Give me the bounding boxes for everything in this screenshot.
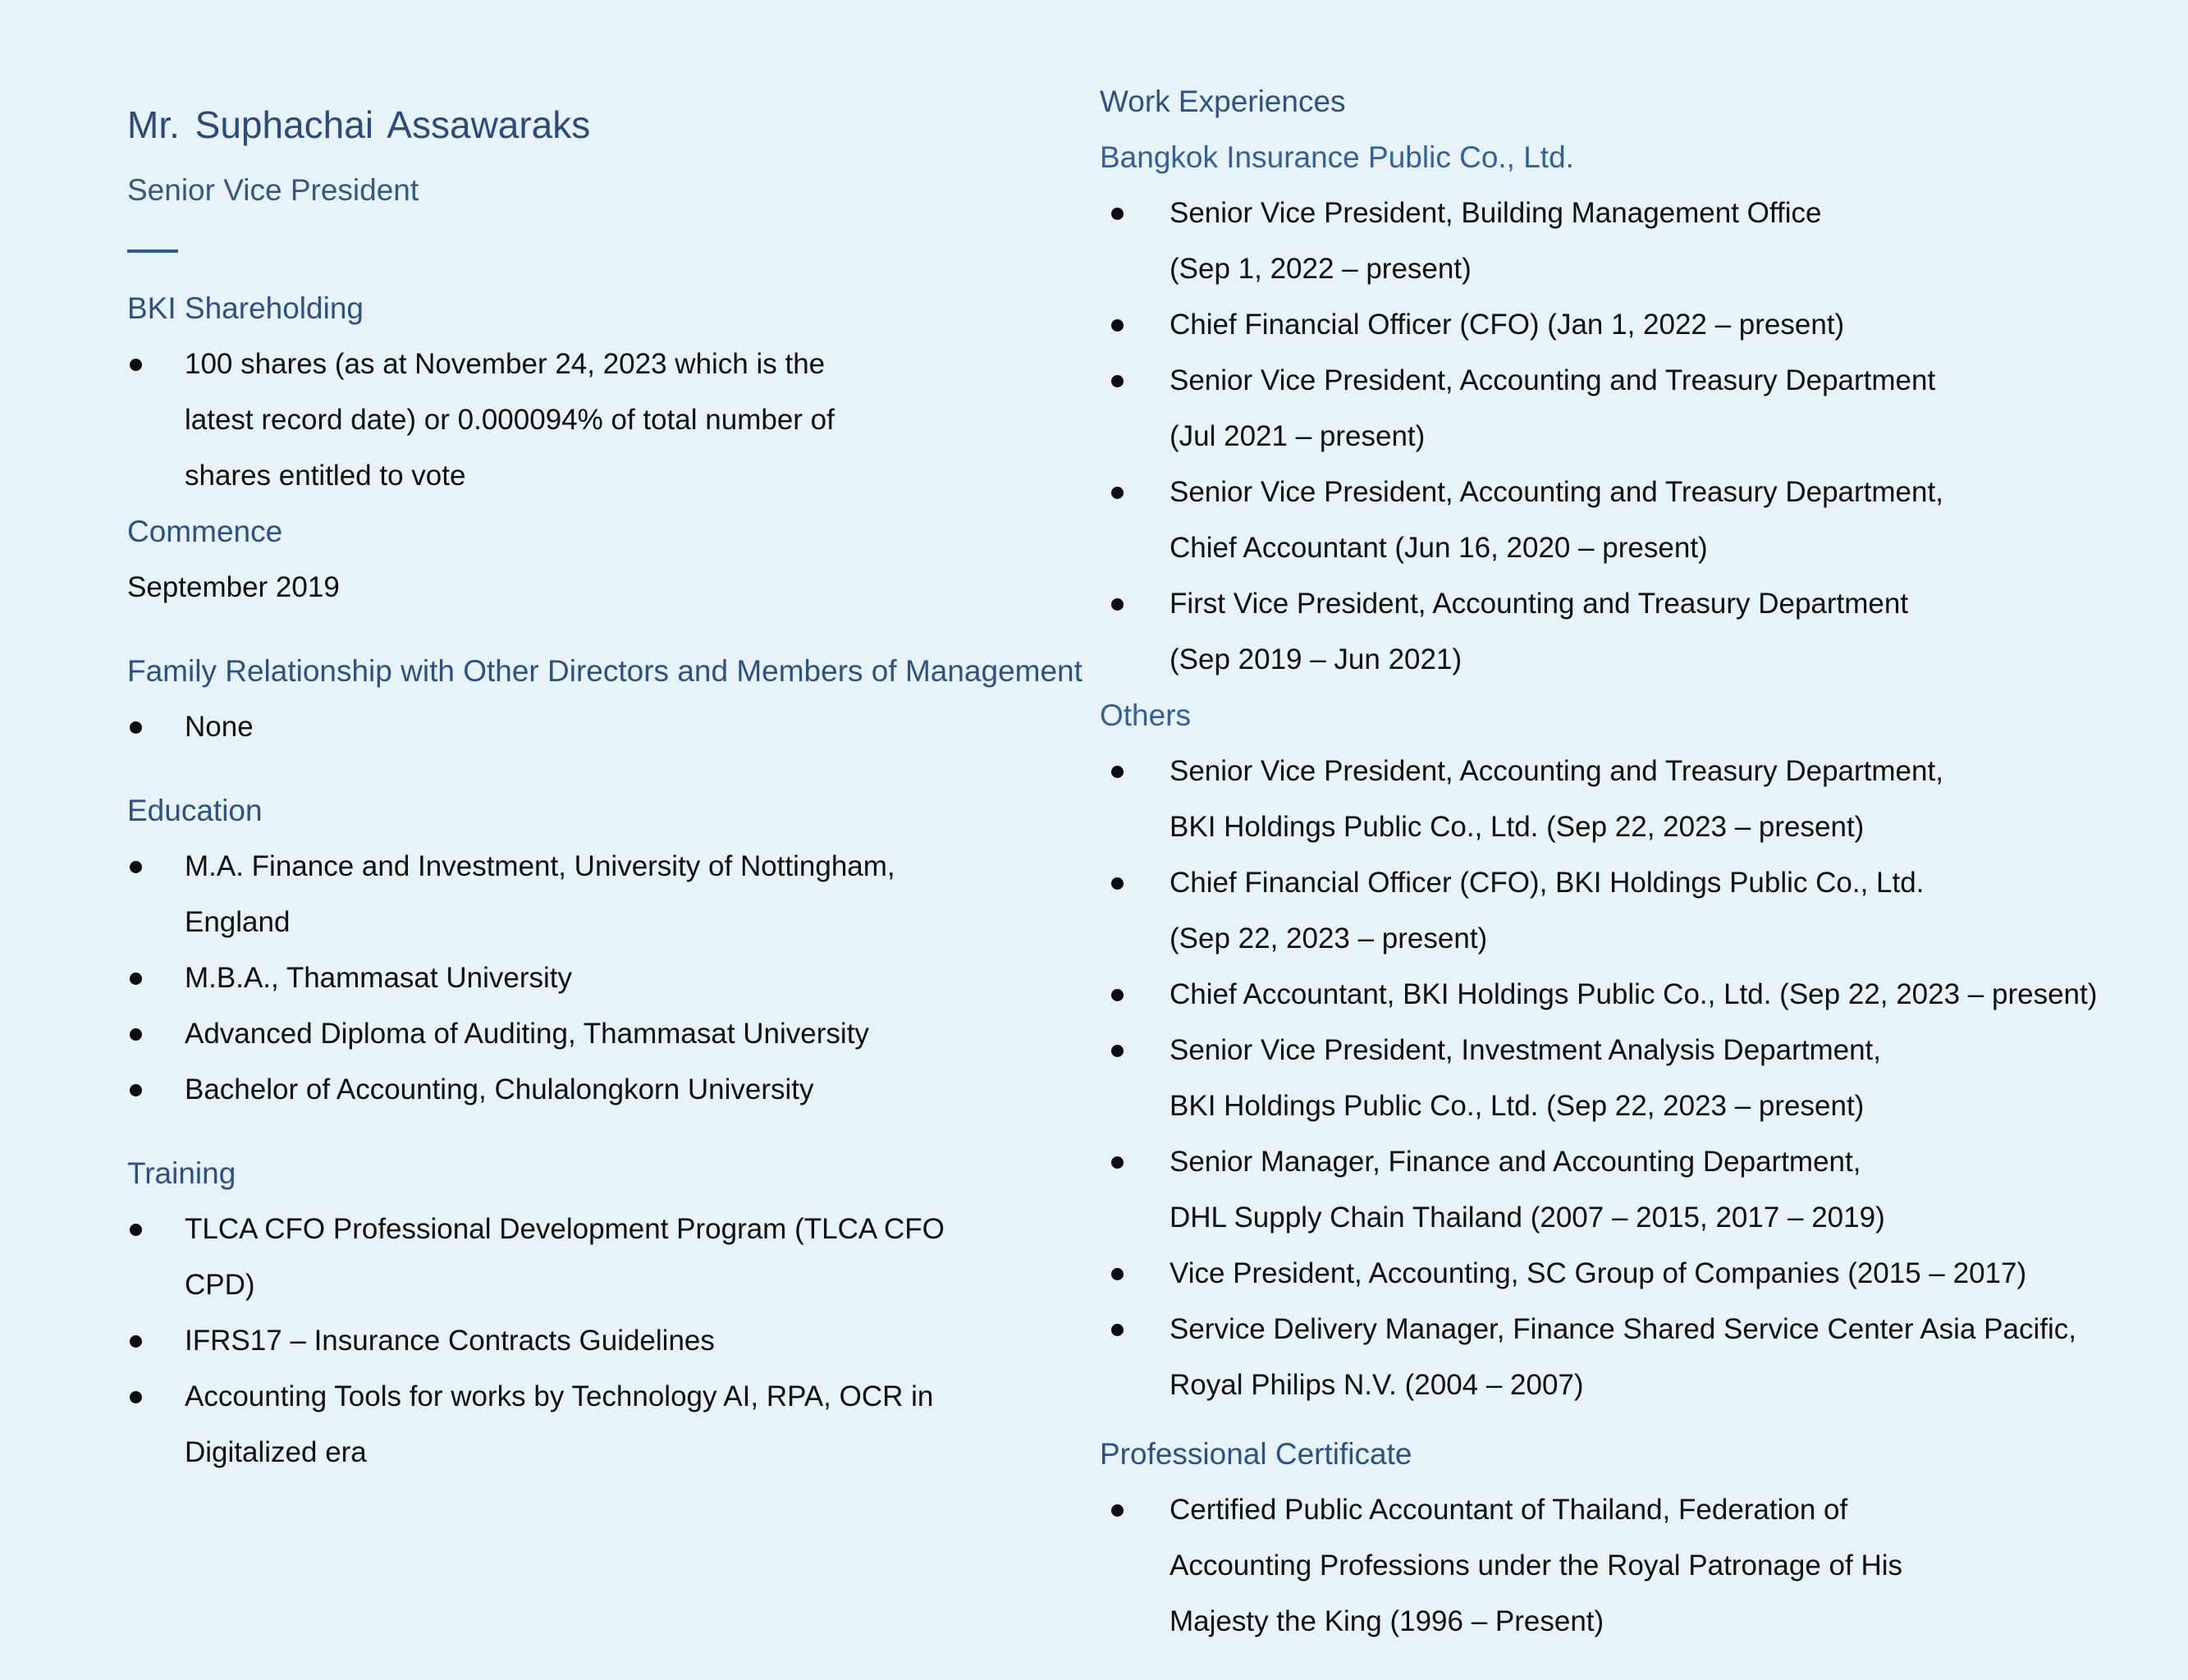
bullet-item xyxy=(127,336,1100,504)
bullet-dot xyxy=(1111,1045,1124,1057)
bullet-item xyxy=(1100,744,2175,855)
bullet-item xyxy=(1100,1302,2175,1413)
bullet-item xyxy=(1100,1482,2175,1650)
bullet-item xyxy=(1100,967,2175,1023)
bullet-item xyxy=(1100,465,2175,576)
item-text: Senior Vice President, Building Management Office (Sep 1, 2022 – present) xyxy=(1170,197,1822,285)
bullet-item xyxy=(1100,1023,2175,1134)
section-heading: Family Relationship with Other Directors and Members of Management xyxy=(127,654,1083,688)
left-sections xyxy=(127,281,1100,1481)
item-text: None xyxy=(185,711,254,743)
bullet-item xyxy=(127,699,1100,755)
text-item xyxy=(127,560,1100,616)
bullet-dot xyxy=(1111,989,1124,1001)
item-text: IFRS17 – Insurance Contracts Guidelines xyxy=(185,1325,715,1357)
bullet-item xyxy=(127,1062,1100,1118)
item-text: Senior Vice President, Accounting and Treasury Department, Chief Accountant (Jun 16, 2020 – present) xyxy=(1170,476,1943,564)
bullet-item xyxy=(1100,1246,2175,1302)
bullet-dot xyxy=(1111,375,1124,387)
bullet-dot xyxy=(130,861,142,873)
bullet-dot xyxy=(130,1335,142,1348)
item-text: M.B.A., Thammasat University xyxy=(185,962,572,994)
bullet-item xyxy=(127,1313,1100,1369)
bullet-dot xyxy=(1111,1324,1124,1336)
bullet-item xyxy=(127,950,1100,1006)
item-text: Senior Vice President, Accounting and Treasury Department (Jul 2021 – present) xyxy=(1170,364,1936,452)
right-column xyxy=(1100,74,2175,1650)
item-text: Bachelor of Accounting, Chulalongkorn University xyxy=(185,1073,814,1106)
section-heading: Education xyxy=(127,794,263,827)
bullet-item xyxy=(127,1202,1100,1313)
bullet-item xyxy=(1100,297,2175,353)
bullet-item xyxy=(1100,185,2175,297)
bullet-dot xyxy=(130,1028,142,1041)
left-column xyxy=(127,97,1100,1481)
bullet-item xyxy=(1100,353,2175,465)
bullet-dot xyxy=(1111,319,1124,332)
item-text: September 2019 xyxy=(127,571,340,603)
bullet-item xyxy=(127,839,1100,950)
item-text: Certified Public Accountant of Thailand, Federation of Accounting Professions under the Royal Patronage of His Majesty the King (1996 – Present) xyxy=(1170,1494,1903,1637)
bullet-dot xyxy=(1111,208,1124,220)
item-text: 100 shares (as at November 24, 2023 which is the latest record date) or 0.000094% of total number of shares entitled to vote xyxy=(185,348,835,492)
profile-name: Mr. Suphachai Assawaraks xyxy=(127,103,591,146)
bullet-dot xyxy=(130,1224,142,1236)
bullet-dot xyxy=(1111,877,1124,890)
bullet-item xyxy=(1100,855,2175,967)
item-text: Chief Accountant, BKI Holdings Public Co., Ltd. (Sep 22, 2023 – present) xyxy=(1170,978,2098,1010)
bullet-item xyxy=(1100,1134,2175,1246)
section-heading: Others xyxy=(1100,698,1192,732)
item-text: Chief Financial Officer (CFO) (Jan 1, 2022 – present) xyxy=(1170,309,1845,341)
section-heading: Training xyxy=(127,1156,236,1190)
bullet-dot xyxy=(1111,487,1124,499)
section-heading: Professional Certificate xyxy=(1100,1437,1412,1471)
right-sections xyxy=(1100,74,2175,1650)
bullet-dot xyxy=(1111,1156,1124,1169)
bullet-dot xyxy=(1111,766,1124,778)
item-text: Senior Manager, Finance and Accounting Department, DHL Supply Chain Thailand (2007 – 2015, 2017 – 2019) xyxy=(1170,1146,1885,1234)
bullet-dot xyxy=(130,1391,142,1403)
profile-title: Senior Vice President xyxy=(127,173,419,207)
section-heading: Bangkok Insurance Public Co., Ltd. xyxy=(1100,140,1574,174)
item-text: Chief Financial Officer (CFO), BKI Holdings Public Co., Ltd. (Sep 22, 2023 – present) xyxy=(1170,867,1925,954)
item-text: Accounting Tools for works by Technology AI, RPA, OCR in Digitalized era xyxy=(185,1380,934,1468)
divider-rule xyxy=(127,249,178,253)
bullet-dot xyxy=(1111,598,1124,611)
bullet-dot xyxy=(130,359,142,371)
bullet-item xyxy=(127,1006,1100,1062)
section-heading: BKI Shareholding xyxy=(127,291,364,325)
item-text: First Vice President, Accounting and Treasury Department (Sep 2019 – Jun 2021) xyxy=(1170,588,1909,675)
bullet-dot xyxy=(130,1084,142,1096)
item-text: Senior Vice President, Investment Analysis Department, BKI Holdings Public Co., Ltd. (Sep 22, 2023 – present) xyxy=(1170,1034,1882,1122)
bullet-dot xyxy=(130,973,142,985)
section-heading: Work Experiences xyxy=(1100,85,1346,118)
bullet-item xyxy=(127,1369,1100,1481)
bullet-dot xyxy=(130,721,142,734)
item-text: Senior Vice President, Accounting and Treasury Department, BKI Holdings Public Co., Ltd. (Sep 22, 2023 – present) xyxy=(1170,755,1943,843)
item-text: Advanced Diploma of Auditing, Thammasat University xyxy=(185,1018,869,1050)
section-heading: Commence xyxy=(127,515,283,548)
item-text: Service Delivery Manager, Finance Shared Service Center Asia Pacific, Royal Philips N.V. (2004 – 2007) xyxy=(1170,1313,2076,1401)
bullet-dot xyxy=(1111,1504,1124,1517)
item-text: TLCA CFO Professional Development Program (TLCA CFO CPD) xyxy=(185,1213,945,1301)
item-text: Vice President, Accounting, SC Group of Companies (2015 – 2017) xyxy=(1170,1257,2027,1289)
item-text: M.A. Finance and Investment, University of Nottingham, England xyxy=(185,850,895,938)
bullet-dot xyxy=(1111,1268,1124,1280)
bullet-item xyxy=(1100,576,2175,688)
